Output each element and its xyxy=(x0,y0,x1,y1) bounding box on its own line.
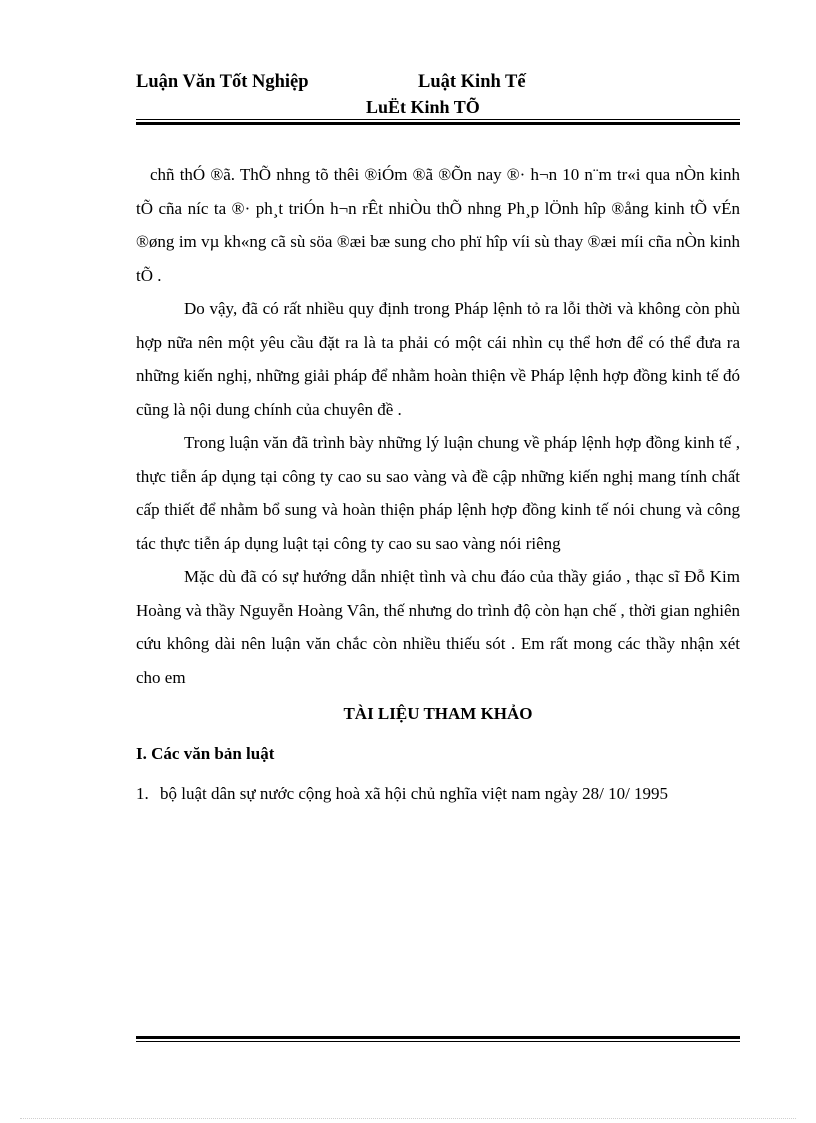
references-section-title: I. Các văn bản luật xyxy=(136,744,275,763)
paragraph-2: Do vậy, đã có rất nhiều quy định trong Pháp lệnh tỏ ra lỗi thời và không còn phù hợp nữa nên một yêu cầu đặt ra là ta phải có một cái nhìn cụ thể hơn để có thể đưa ra những kiến nghị, những giải pháp để nhằm hoàn thiện về Pháp lệnh hợp đồng kinh tế đó cũng là nội dung chính của chuyên đề . xyxy=(136,299,740,419)
header-thesis-title: Luận Văn Tốt Nghiệp xyxy=(136,72,309,92)
reference-item xyxy=(136,774,740,814)
reference-text: bộ luật dân sự nước cộng hoà xã hội chủ nghĩa việt nam ngày 28/ 10/ 1995 xyxy=(160,784,669,803)
document-body xyxy=(136,158,740,814)
header-subject-title: Luật Kinh Tế xyxy=(418,72,526,92)
header-subtitle: LuËt Kinh TÕ xyxy=(366,97,480,117)
page-edge-dots xyxy=(20,1118,796,1120)
running-header xyxy=(136,72,740,96)
references-title: TÀI LIỆU THAM KHẢO xyxy=(343,704,533,723)
paragraph-1: chñ thÓ ®ã. ThÕ nhng tõ thêi ®iÓm ®ã ®Õn nay ®· h¬n 10 n¨m tr«i qua nÒn kinh tÕ cña níc ta ®· ph¸t triÓn h¬n rÊt nhiÒu thÕ nhng Ph¸p lÖnh hîp ®ång kinh tÕ vÉn ®øng im vµ kh«ng cã sù söa ®æi bæ sung cho phï hîp víi sù thay ®æi míi cña nÒn kinh tÕ . xyxy=(136,165,740,285)
paragraph-4: Mặc dù đã có sự hướng dẫn nhiệt tình và chu đáo của thầy giáo , thạc sĩ Đỗ Kim Hoàng và thầy Nguyễn Hoàng Vân, thế nhưng do trình độ còn hạn chế , thời gian nghiên cứu không dài nên luận văn chắc còn nhiều thiếu sót . Em rất mong các thầy nhận xét cho em xyxy=(136,567,740,687)
header-rule xyxy=(136,119,740,125)
paragraph-3: Trong luận văn đã trình bày những lý luận chung về pháp lệnh hợp đồng kinh tế , thực tiễn áp dụng tại công ty cao su sao vàng và đề cập những kiến nghị mang tính chất cấp thiết để nhằm bổ sung và hoàn thiện pháp lệnh hợp đồng kinh tế nói chung và công tác thực tiễn áp dụng luật tại công ty cao su sao vàng nói riêng xyxy=(136,433,740,553)
reference-number: 1. xyxy=(136,784,149,803)
footer-rule xyxy=(136,1034,740,1042)
